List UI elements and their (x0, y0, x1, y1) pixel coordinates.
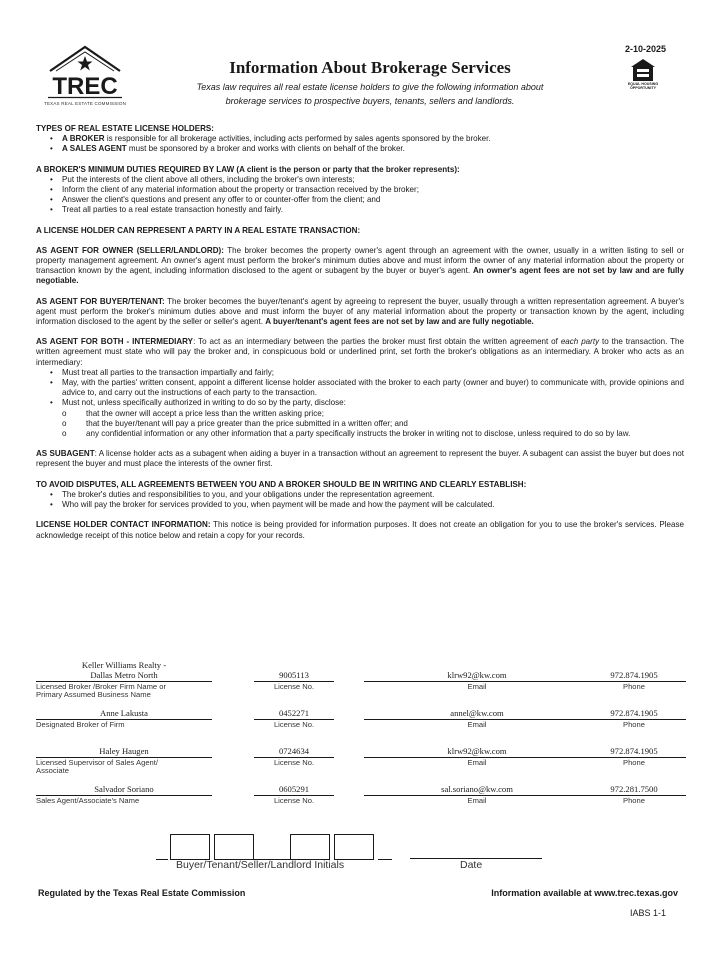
email-label: Email (467, 682, 487, 691)
email-value: sal.soriano@kw.com (441, 783, 513, 794)
initials-underline (156, 859, 168, 860)
license-types-heading: TYPES OF REAL ESTATE LICENSE HOLDERS: (36, 124, 214, 133)
email-label: Email (467, 758, 487, 767)
license-number-value: 0452271 (278, 707, 310, 718)
intermediary-sub-item: o that the buyer/tenant will pay a price greater than the price submitted in a written offer; and (36, 419, 684, 429)
license-types-section (36, 124, 684, 155)
license-number-cell (254, 696, 334, 734)
intermediary-text-2: to the transaction. The written agreement must state who will pay the broker and, in conspicuous bold or underlined print, set forth the broker's obligations as an intermediary. A broker who acts as an intermediary: (36, 337, 684, 367)
represent-party-heading: A LICENSE HOLDER CAN REPRESENT A PARTY IN A REAL ESTATE TRANSACTION: (36, 225, 361, 235)
phone-cell (582, 734, 686, 772)
intermediary-bullet: • Must treat all parties to the transaction impartially and fairly; (36, 368, 684, 378)
trec-house-icon (44, 44, 126, 100)
sales-agent-description: must be sponsored by a broker and works with clients on behalf of the broker. (126, 144, 405, 154)
sales-agent-term: A SALES AGENT (62, 144, 127, 154)
phone-label: Phone (623, 796, 645, 805)
license-number-cell (254, 734, 334, 772)
broker-name-cell (36, 734, 212, 775)
license-number-label: License No. (273, 796, 315, 805)
license-number-cell (254, 658, 334, 696)
duty-item: • Put the interests of the client above all others, including the broker's own interests; (36, 175, 684, 185)
sales-agent-bullet (36, 144, 684, 154)
owner-agent-section (36, 246, 684, 287)
phone-label: Phone (623, 682, 645, 691)
broker-description: is responsible for all brokerage activities, including acts performed by sales agents sponsored by the broker. (104, 134, 491, 144)
email-cell (364, 658, 590, 696)
email-cell (364, 772, 590, 810)
intermediary-italic: each party (560, 337, 600, 347)
contact-info-paragraph (36, 520, 684, 540)
subagent-section (36, 449, 684, 469)
phone-label: Phone (623, 720, 645, 729)
page-title: Information About Brokerage Services (229, 58, 511, 77)
contact-table (36, 658, 684, 810)
intermediary-section (36, 337, 684, 439)
license-number-cell (254, 772, 334, 810)
subagent-text: : A license holder acts as a subagent when aiding a buyer in a transaction without an agreement to represent the buyer. A subagent can assist the buyer but does not represent the buyer and must place the interests of the owner first. (36, 449, 684, 469)
intermediary-bullet: • May, with the parties' written consent, appoint a different license holder associated with the broker to each party (owner and buyer) to communicate with, provide opinions and advice to, and carry out the instructions of each party to the transaction. (36, 378, 684, 398)
initials-label: Buyer/Tenant/Seller/Landlord Initials (176, 859, 345, 871)
svg-text:TREC: TREC (52, 73, 118, 100)
equal-housing-icon (630, 58, 656, 82)
phone-value: 972.281.7500 (610, 783, 658, 794)
buyer-agent-heading: AS AGENT FOR BUYER/TENANT: (36, 296, 165, 306)
form-date: 2-10-2025 (624, 44, 666, 54)
duty-item: • Treat all parties to a real estate transaction honestly and fairly. (36, 205, 684, 215)
broker-name-label: Licensed Broker /Broker Firm Name or Primary Assumed Business Name (36, 682, 166, 699)
minimum-duties-section (36, 165, 684, 216)
license-number-value: 0605291 (278, 783, 310, 794)
subtitle-line-1: Texas law requires all real estate license holders to give the following information about (196, 82, 544, 92)
disputes-heading: TO AVOID DISPUTES, ALL AGREEMENTS BETWEEN YOU AND A BROKER SHOULD BE IN WRITING AND CLEARLY ESTABLISH: (36, 479, 527, 489)
contact-row (36, 772, 684, 810)
email-label: Email (467, 720, 487, 729)
footer-website: Information available at www.trec.texas.gov (491, 888, 678, 898)
eho-line1: EQUAL HOUSING (627, 82, 659, 86)
broker-name-cell (36, 696, 212, 734)
contact-row (36, 734, 684, 775)
broker-name-value: Anne Lakusta (100, 707, 148, 718)
intermediary-text-1: : To act as an intermediary between the parties the broker must first obtain the written agreement of (193, 337, 561, 347)
broker-name-label: Sales Agent/Associate's Name (36, 796, 140, 805)
phone-cell (582, 772, 686, 810)
license-number-value: 0724634 (278, 745, 310, 756)
phone-label: Phone (623, 758, 645, 767)
broker-name-value: Keller Williams Realty - Dallas Metro North (81, 660, 167, 680)
owner-agent-heading: AS AGENT FOR OWNER (SELLER/LANDLORD): (36, 245, 224, 255)
date-label: Date (460, 859, 483, 871)
intermediary-paragraph (36, 337, 684, 368)
initials-box[interactable] (170, 834, 210, 860)
minimum-duties-heading: A BROKER'S MINIMUM DUTIES REQUIRED BY LAW (A client is the person or party that the broker represents): (36, 164, 460, 174)
contact-info-text: This notice is being provided for information purposes. It does not create an obligation for you to use the broker's services. Please acknowledge receipt of this notice below and retain a copy for your records. (36, 520, 684, 540)
phone-cell (582, 696, 686, 734)
license-number-label: License No. (273, 720, 315, 729)
document-body (36, 124, 684, 541)
license-number-label: License No. (273, 758, 315, 767)
disputes-section (36, 480, 684, 511)
footer-regulator: Regulated by the Texas Real Estate Commission (38, 888, 246, 898)
broker-name-label: Designated Broker of Firm (36, 720, 125, 729)
phone-value: 972.874.1905 (610, 745, 658, 756)
initials-box[interactable] (290, 834, 330, 860)
email-value: klrw92@kw.com (447, 669, 507, 680)
email-value: annel@kw.com (450, 707, 504, 718)
contact-info-heading: LICENSE HOLDER CONTACT INFORMATION: (36, 520, 211, 530)
license-number-value: 9005113 (279, 669, 309, 680)
license-number-label: License No. (273, 682, 315, 691)
logo-caption: TEXAS REAL ESTATE COMMISSION (44, 101, 127, 106)
broker-name-value: Salvador Soriano (94, 783, 154, 794)
duty-item: • Answer the client's questions and present any offer to or counter-offer from the client; and (36, 195, 684, 205)
phone-cell (582, 658, 686, 696)
trec-logo (44, 44, 126, 114)
initials-box[interactable] (334, 834, 374, 860)
broker-name-cell (36, 658, 212, 699)
broker-bullet (36, 134, 684, 144)
disputes-item: • Who will pay the broker for services provided to you, when payment will be made and how the payment will be calculated. (36, 500, 684, 510)
subtitle-line-2: brokerage services to prospective buyers, tenants, sellers and landlords. (225, 96, 515, 106)
equal-housing-logo (620, 58, 666, 100)
intermediary-sub-item: o any confidential information or any other information that a party specifically instructs the broker in writing not to disclose, unless required to do so by law. (36, 429, 684, 439)
page-subtitle (140, 80, 600, 108)
intermediary-bullet: • Must not, unless specifically authorized in writing to do so by the party, disclose: (36, 398, 684, 408)
subagent-heading: AS SUBAGENT (36, 449, 95, 459)
email-value: klrw92@kw.com (447, 745, 507, 756)
broker-name-cell (36, 772, 212, 810)
email-cell (364, 696, 590, 734)
phone-value: 972.874.1905 (610, 707, 658, 718)
initials-box[interactable] (214, 834, 254, 860)
email-cell (364, 734, 590, 772)
owner-agent-fees: An owner's agent fees are not set by law and are fully negotiable. (36, 266, 684, 286)
eho-line2: OPPORTUNITY (630, 86, 656, 90)
duty-item: • Inform the client of any material information about the property or transaction received by the broker; (36, 185, 684, 195)
buyer-agent-fees: A buyer/tenant's agent fees are not set by law and are fully negotiable. (265, 317, 534, 327)
phone-value: 972.874.1905 (610, 669, 658, 680)
disputes-item: • The broker's duties and responsibilities to you, and your obligations under the representation agreement. (36, 490, 684, 500)
broker-name-value: Haley Haugen (99, 745, 149, 756)
contact-row (36, 696, 684, 734)
buyer-agent-text: The broker becomes the buyer/tenant's agent by agreeing to represent the buyer, usually through a written representation agreement. A buyer's agent must perform the broker's minimum duties above and must inform the buyer of any material information about the property or transaction known by the agent, including information disclosed to the agent by the seller or seller's agent. (36, 296, 685, 327)
form-id: IABS 1-1 (629, 908, 666, 918)
broker-name-label: Licensed Supervisor of Sales Agent/ Associate (36, 758, 158, 775)
broker-term: A BROKER (62, 134, 105, 144)
email-label: Email (467, 796, 487, 805)
owner-agent-text: The broker becomes the property owner's agent through an agreement with the owner, usually in a written listing to sell or property management agreement. An owner's agent must perform the broker's minimum duties above and must inform the owner of any material information about the property or transaction known by the agent, including information disclosed to the agent or subagent by the buyer or buyer's agent. (36, 245, 684, 276)
intermediary-heading: AS AGENT FOR BOTH - INTERMEDIARY (36, 337, 194, 347)
buyer-agent-section (36, 297, 684, 328)
contact-row (36, 658, 684, 699)
intermediary-sub-item: o that the owner will accept a price less than the written asking price; (36, 409, 684, 419)
initials-underline (378, 859, 392, 860)
